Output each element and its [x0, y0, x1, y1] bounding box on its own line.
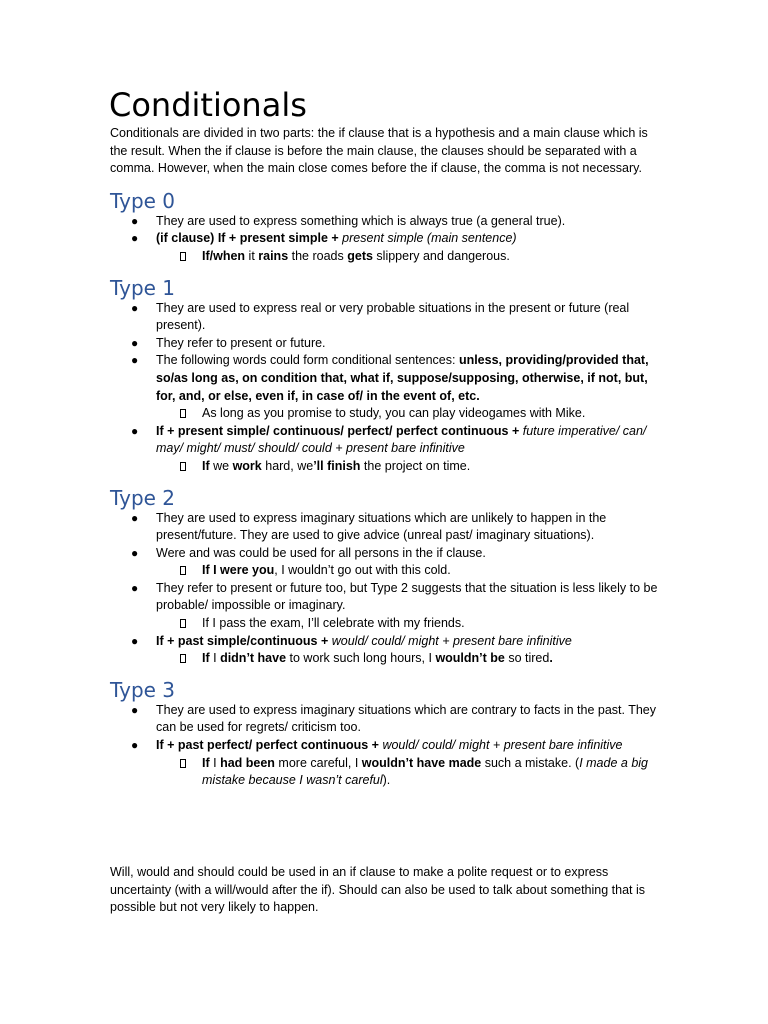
example-item: As long as you promise to study, you can play videogames with Mike. [156, 405, 662, 423]
type-1-list [110, 300, 662, 476]
box-bullet-icon [180, 619, 186, 628]
bullet-icon: ● [131, 300, 139, 315]
list-item: ● (if clause) If + present simple + present simple (main sentence) [110, 230, 662, 248]
box-bullet-icon [180, 409, 186, 418]
list-item: ● They are used to express something which is always true (a general true). [110, 213, 662, 231]
list-item [110, 650, 662, 668]
example-item: If I didn’t have to work such long hours, I wouldn’t be so tired. [156, 650, 662, 668]
list-item: ● They are used to express real or very probable situations in the present or future (real present). [131, 300, 630, 333]
bullet-icon: ● [131, 738, 139, 753]
bullet-icon: ● [131, 335, 139, 350]
example-list [110, 562, 662, 580]
bullet-icon: ● [131, 580, 139, 595]
bullet-icon: ● [131, 423, 139, 438]
list-item: ● They refer to present or future too, but Type 2 suggests that the situation is less likely to be probable/ impossible or imaginary. [131, 580, 658, 613]
bullet-icon: ● [131, 231, 139, 246]
list-item: ● The following words could form conditional sentences: unless, providing/provided that, so/as long as, on condition that, what if, suppose/supposing, otherwise, if not, but, for, and, or else, even if, in case of/ in the event of, etc. [131, 353, 649, 403]
page-title: Conditionals [109, 86, 307, 124]
list-item: ● They are used to express imaginary situations which are unlikely to happen in the present/future. They are used to give advice (unreal past/ imaginary situations). [131, 510, 607, 543]
list-item: ● They are used to express imaginary situations which are contrary to facts in the past. They can be used for regrets/ criticism too. [131, 702, 657, 735]
list-item: ● If + present simple/ continuous/ perfect/ perfect continuous + future imperative/ can/ may/ might/ must/ should/ could + present bare infinitive [131, 423, 647, 456]
example-list [110, 615, 662, 633]
box-bullet-icon [180, 654, 186, 663]
type-3-list [110, 702, 662, 790]
list-item: ● If + past perfect/ perfect continuous + would/ could/ might + present bare infinitive [110, 737, 662, 755]
bullet-icon: ● [131, 213, 139, 228]
list-item [110, 562, 662, 580]
example-item: If/when it rains the roads gets slippery and dangerous. [156, 248, 662, 266]
document-page [109, 86, 662, 915]
intro-paragraph: Conditionals are divided in two parts: the if clause that is a hypothesis and a main clause which is the result. When the if clause is before the main clause, the clauses should be separated with a comma. However, when the main close comes before the if clause, the comma is not necessary. [110, 126, 648, 176]
box-bullet-icon [180, 252, 186, 261]
box-bullet-icon [180, 462, 186, 471]
list-item [110, 755, 662, 790]
example-item: If I had been more careful, I wouldn’t have made such a mistake. (I made a big mistake because I wasn’t careful). [156, 755, 662, 790]
heading-type-0: Type 0 [110, 188, 176, 213]
example-item: If we work hard, we’ll finish the project on time. [156, 458, 662, 476]
heading-type-2: Type 2 [110, 485, 176, 510]
example-list [110, 755, 662, 790]
bullet-icon: ● [131, 633, 139, 648]
example-item: If I pass the exam, I’ll celebrate with my friends. [156, 615, 662, 633]
heading-type-1: Type 1 [110, 275, 176, 300]
list-item [110, 615, 662, 633]
box-bullet-icon [180, 566, 186, 575]
closing-paragraph: Will, would and should could be used in an if clause to make a polite request or to express uncertainty (with a will/would after the if). Should can also be used to talk about something that is possible but not very likely to happen. [110, 865, 646, 915]
example-list [110, 650, 662, 668]
example-list [110, 405, 662, 423]
bullet-icon: ● [131, 510, 139, 525]
list-item: ● Were and was could be used for all persons in the if clause. [110, 545, 662, 563]
bullet-icon: ● [131, 702, 139, 717]
list-item [110, 248, 662, 266]
example-list [110, 458, 662, 476]
box-bullet-icon [180, 759, 186, 768]
heading-type-3: Type 3 [110, 677, 176, 702]
example-list [110, 248, 662, 266]
list-item [110, 458, 662, 476]
type-0-list [110, 213, 662, 266]
type-2-list [110, 510, 662, 668]
example-item: If I were you, I wouldn’t go out with this cold. [156, 562, 662, 580]
bullet-icon: ● [131, 353, 139, 368]
list-item: ● They refer to present or future. [110, 335, 662, 353]
bullet-icon: ● [131, 545, 139, 560]
list-item [110, 405, 662, 423]
list-item: ● If + past simple/continuous + would/ could/ might + present bare infinitive [110, 633, 662, 651]
